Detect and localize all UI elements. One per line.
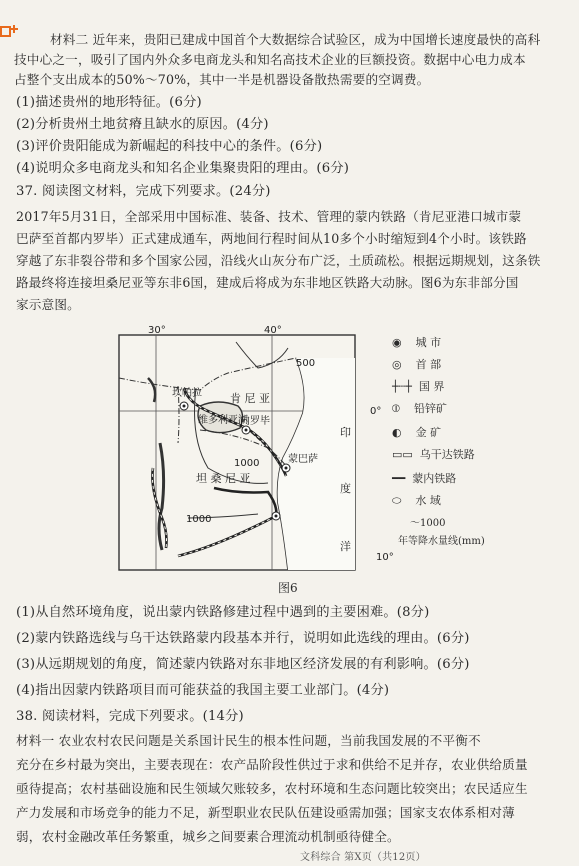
city-nairobi bbox=[242, 426, 250, 434]
figure-caption: 图6 bbox=[278, 581, 298, 595]
mombasa-label: 蒙巴萨 bbox=[288, 454, 318, 465]
legend-gold: ◐ 金 矿 bbox=[392, 426, 442, 439]
text-line: 材料一 农业农村农民问题是关系国计民生的根本性问题，当前我国发展的不平衡不 bbox=[16, 733, 481, 748]
legend-sgr: ━━ 蒙内铁路 bbox=[392, 472, 457, 485]
isohyet-icon: ～ bbox=[410, 518, 420, 529]
legend-isohyet-value: ～1000 bbox=[410, 518, 446, 529]
kampala-label: 坎帕拉 bbox=[172, 388, 202, 399]
city-icon: ◉ bbox=[392, 336, 402, 349]
text-line: 穿越了东非裂谷带和多个国家公园，沿线火山灰分布广泛，土质疏松。根据远期规划，这条铁 bbox=[16, 253, 541, 268]
text-line: 占整个支出成本的50%～70%，其中一半是机器设备散热需要的空调费。 bbox=[14, 72, 430, 87]
text-line: 技中心之一，吸引了国内外众多电商龙头和知名高技术企业的巨额投资。数据中心电力成本 bbox=[14, 52, 526, 67]
question-38-header: 38. 阅读材料，完成下列要求。(14分) bbox=[16, 709, 244, 724]
tanzania-label: 坦 桑 尼 亚 bbox=[196, 472, 251, 485]
legend-lead-zinc: ⦶ 铅锌矿 bbox=[392, 402, 447, 415]
lon-30-label: 30° bbox=[148, 325, 166, 336]
text-line: 路最终将连接坦桑尼亚等东非6国，建成后将成为东非地区铁路大动脉。图6为东非部分国 bbox=[16, 275, 519, 290]
question-37-2: (2)蒙内铁路选线与乌干达铁路蒙内段基本并行，说明如此选线的理由。(6分) bbox=[16, 631, 470, 646]
isohyet-1000-label-b: 1000 bbox=[186, 514, 212, 525]
question-36-3: (3)评价贵阳能成为新崛起的科技中心的条件。(6分) bbox=[16, 139, 323, 154]
legend-uganda-railway: ▭▭ 乌干达铁路 bbox=[392, 448, 475, 461]
question-37-1: (1)从自然环境角度，说出蒙内铁路修建过程中遇到的主要困难。(8分) bbox=[16, 605, 430, 620]
mombasa-nairobi-railway-icon: ━━ bbox=[392, 472, 406, 485]
text-line: 材料二 近年来，贵阳已建成中国首个大数据综合试验区，成为中国增长速度最快的高科 bbox=[50, 32, 541, 47]
city-kampala bbox=[180, 402, 188, 410]
ocean-label-1: 印 bbox=[340, 426, 351, 439]
lat-10-label: 10° bbox=[376, 552, 394, 563]
text-line: 产力发展和市场竞争的能力不足，新型职业农民队伍建设亟需加强；国家支农体系相对薄 bbox=[16, 805, 515, 820]
text-line: 弱，农村金融改革任务繁重，城乡之间要素合理流动机制亟待健全。 bbox=[16, 829, 400, 844]
city-tanzania bbox=[272, 512, 280, 520]
question-37-header: 37. 阅读图文材料，完成下列要求。(24分) bbox=[16, 184, 271, 199]
question-36-2: (2)分析贵州土地贫瘠且缺水的原因。(4分) bbox=[16, 117, 269, 132]
legend-border: ┼┄┼ 国 界 bbox=[392, 380, 445, 393]
uganda-railway-icon: ▭▭ bbox=[392, 448, 413, 461]
city-mombasa bbox=[282, 464, 290, 472]
text-line: 2017年5月31日，全部采用中国标准、装备、技术、管理的蒙内铁路（肯尼亚港口城市蒙 bbox=[16, 209, 522, 224]
lat-0-label: 0° bbox=[370, 406, 382, 417]
legend-isohyet-caption: 年等降水量线(mm) bbox=[398, 536, 485, 547]
question-36-1: (1)描述贵州的地形特征。(6分) bbox=[16, 95, 202, 110]
ocean-label-2: 度 bbox=[340, 482, 351, 495]
victoria-label: 维多利亚湖 bbox=[198, 415, 248, 426]
isohyet-500-label: 500 bbox=[296, 358, 316, 369]
question-37-3: (3)从远期规划的角度，简述蒙内铁路对东非地区经济发展的有利影响。(6分) bbox=[16, 657, 470, 672]
kenya-label: 肯 尼 亚 bbox=[230, 392, 270, 405]
nairobi-label: 内罗毕 bbox=[240, 416, 270, 427]
water-icon: ⬭ bbox=[392, 494, 402, 507]
border-icon: ┼┄┼ bbox=[392, 380, 412, 393]
question-36-4: (4)说明众多电商龙头和知名企业集聚贵阳的理由。(6分) bbox=[16, 161, 350, 176]
isohyet-1000-label-a: 1000 bbox=[234, 458, 260, 469]
text-line: 巴萨至首都内罗毕）正式建成通车，两地间行程时间从10多个小时缩短到4个小时。该铁路 bbox=[16, 231, 527, 246]
text-line: 家示意图。 bbox=[16, 297, 80, 312]
page-footer: 文科综合 第X页（共12页） bbox=[300, 852, 426, 863]
legend-capital: ◎ 首 部 bbox=[392, 358, 442, 371]
question-37-4: (4)指出因蒙内铁路项目而可能获益的我国主要工业部门。(4分) bbox=[16, 683, 390, 698]
ocean-label-3: 洋 bbox=[340, 540, 351, 553]
capital-icon: ◎ bbox=[392, 358, 402, 371]
legend-water: ⬭ 水 域 bbox=[392, 494, 441, 507]
lead-zinc-mine-icon: ⦶ bbox=[392, 402, 400, 415]
text-line: 亟待提高；农村基础设施和民生领域欠账较多，农村环境和生态问题比较突出；农民适应生 bbox=[16, 781, 528, 796]
gold-mine-icon: ◐ bbox=[392, 426, 402, 439]
legend-city: ◉ 城 市 bbox=[392, 336, 442, 349]
text-line: 充分在乡村最为突出，主要表现在：农产品阶段性供过于求和供给不足并存，农业供给质量 bbox=[16, 757, 528, 772]
lon-40-label: 40° bbox=[264, 325, 282, 336]
corner-mark-icon bbox=[0, 22, 20, 36]
